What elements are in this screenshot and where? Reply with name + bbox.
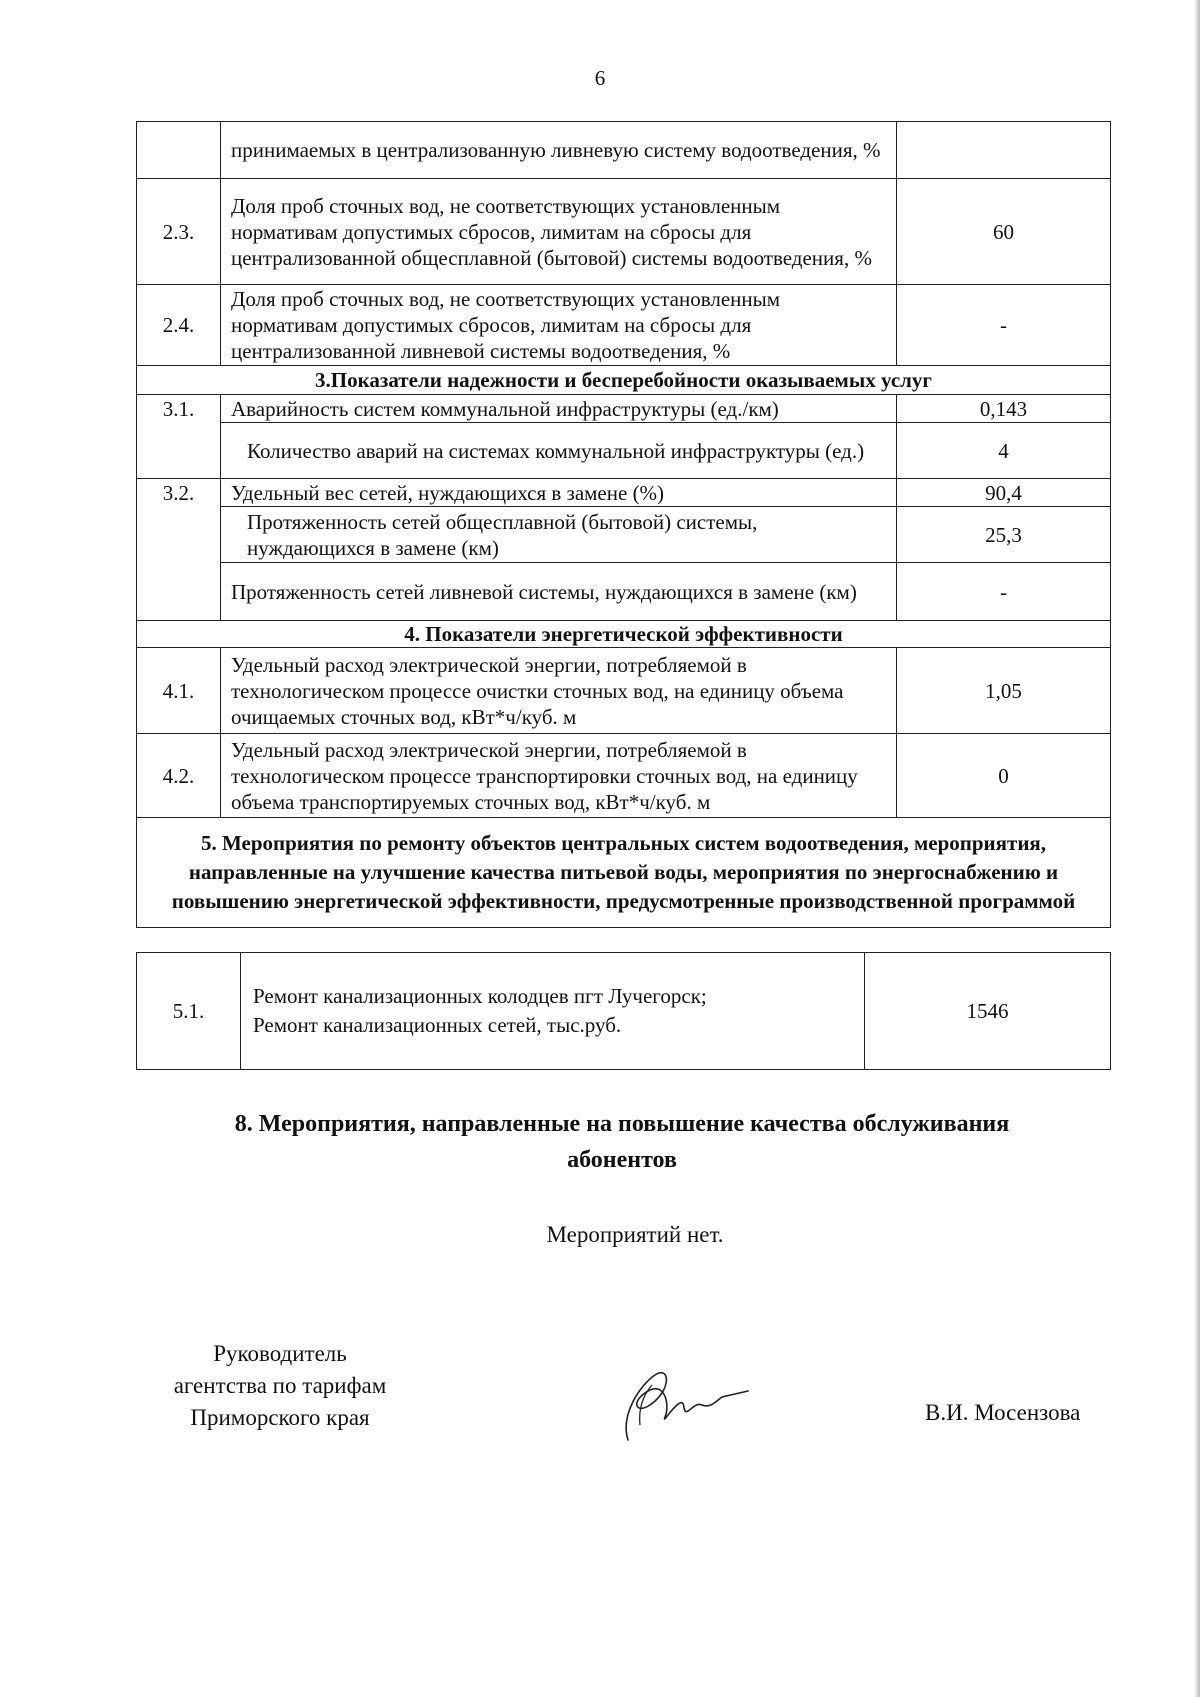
row-text: Аварийность систем коммунальной инфраструктуры (ед./км) [221,395,897,423]
table-row [137,507,1111,563]
table-row [137,423,1111,479]
row-text: Количество аварий на системах коммунальной инфраструктуры (ед.) [221,423,897,479]
table-row [137,122,1111,179]
section-8-heading-line: абонентов [567,1147,677,1173]
row-value: - [897,563,1111,621]
row-number: 2.4. [137,285,221,366]
row-5-1-block [136,952,1110,1070]
row-value: 1546 [865,953,1111,1070]
row-5-1-table [136,952,1111,1070]
handwritten-signature [610,1345,750,1455]
row-value: 4 [897,423,1111,479]
section-row [137,366,1111,395]
row-value: 60 [897,179,1111,285]
row-number [137,122,221,179]
row-text-line: Ремонт канализационных сетей, тыс.руб. [253,1013,622,1037]
signatory-position [130,1338,430,1434]
row-value: 90,4 [897,479,1111,507]
scan-edge [1194,0,1200,1697]
table-row [137,563,1111,621]
row-number: 3.1. [137,395,221,423]
section-title: 5. Мероприятия по ремонту объектов центральных систем водоотведения, мероприятия, направленные на улучшение качества питьевой воды, мероприятия по энергоснабжению и повышению энергетической эффективности, предусмотренные производственной программой [137,818,1111,928]
page-number: 6 [594,66,606,90]
table-row [137,395,1111,423]
table-row [137,285,1111,366]
row-number: 5.1. [137,953,241,1070]
row-value: 0,143 [897,395,1111,423]
row-value: 1,05 [897,648,1111,734]
row-text-line: Ремонт канализационных колодцев пгт Лучегорск; [253,984,707,1008]
row-number: 4.2. [137,734,221,818]
indicators-table [136,121,1111,928]
row-value [897,122,1111,179]
row-text [241,953,865,1070]
position-line: Приморского края [190,1405,370,1430]
row-text: Доля проб сточных вод, не соответствующих установленным нормативам допустимых сбросов, лимитам на сбросы для централизованной ливневой системы водоотведения, % [221,285,897,366]
table-row [137,648,1111,734]
section-row [137,621,1111,648]
row-text: Доля проб сточных вод, не соответствующих установленным нормативам допустимых сбросов, лимитам на сбросы для централизованной общесплавной (бытовой) системы водоотведения, % [221,179,897,285]
signatory-name: В.И. Мосензова [925,1400,1081,1425]
row-number [137,423,221,479]
row-text: Удельный расход электрической энергии, потребляемой в технологическом процессе очистки сточных вод, на единицу объема очищаемых сточных вод, кВт*ч/куб. м [221,648,897,734]
table-row [137,734,1111,818]
row-value: 0 [897,734,1111,818]
row-text: Удельный расход электрической энергии, потребляемой в технологическом процессе транспортировки сточных вод, на единицу объема транспортируемых сточных вод, кВт*ч/куб. м [221,734,897,818]
row-number [137,563,221,621]
row-text: Протяженность сетей ливневой системы, нуждающихся в замене (км) [221,563,897,621]
position-line: Руководитель [213,1341,347,1366]
row-value: - [897,285,1111,366]
position-line: агентства по тарифам [173,1373,387,1398]
section-8-heading-line: 8. Мероприятия, направленные на повышение качества обслуживания [234,1111,1010,1137]
section-title: 3.Показатели надежности и бесперебойности оказываемых услуг [137,366,1111,395]
row-text: Удельный вес сетей, нуждающихся в замене (%) [221,479,897,507]
table-row [137,953,1111,1070]
table-row [137,179,1111,285]
row-value: 25,3 [897,507,1111,563]
row-number: 2.3. [137,179,221,285]
row-text: Протяженность сетей общесплавной (бытовой) системы, нуждающихся в замене (км) [221,507,897,563]
row-number [137,507,221,563]
table-row [137,479,1111,507]
row-number: 3.2. [137,479,221,507]
row-text: принимаемых в централизованную ливневую систему водоотведения, % [221,122,897,179]
row-number: 4.1. [137,648,221,734]
section-row [137,818,1111,928]
section-title: 4. Показатели энергетической эффективности [137,621,1111,648]
section-8-heading [150,1106,1094,1178]
no-measures-text: Мероприятий нет. [546,1222,724,1247]
